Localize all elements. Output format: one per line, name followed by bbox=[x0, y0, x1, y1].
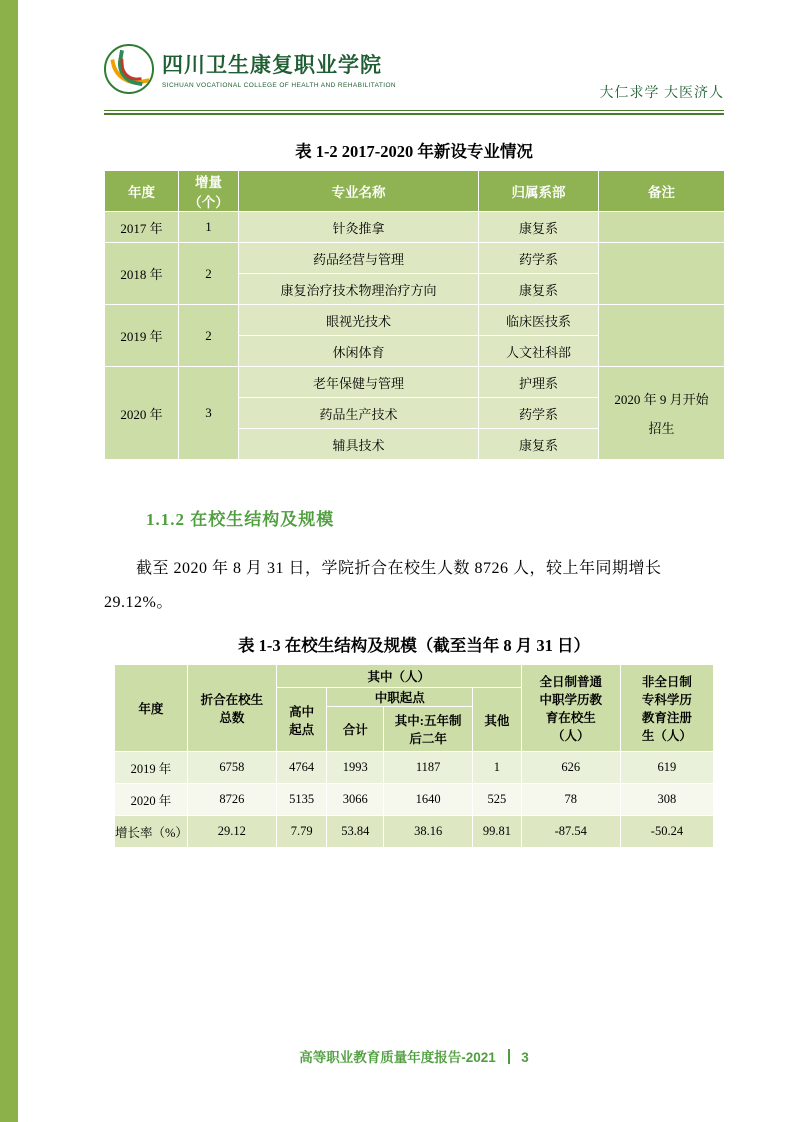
section-heading: 1.1.2 在校生结构及规模 bbox=[146, 510, 335, 529]
cell-major-2019-0: 眼视光技术 bbox=[239, 305, 479, 336]
cell-other-2020: 525 bbox=[473, 784, 522, 816]
table-row bbox=[115, 665, 714, 688]
cell-note-2017 bbox=[599, 212, 725, 243]
cell-note-2020-line1: 2020 年 9 月开始 bbox=[614, 392, 709, 407]
cell-delta-2019: 2 bbox=[179, 305, 239, 367]
cell-note-2018 bbox=[599, 243, 725, 305]
table-1-2-caption: 表 1-2 2017-2020 年新设专业情况 bbox=[295, 142, 533, 161]
cell-year-2019: 2019 年 bbox=[105, 305, 179, 367]
table-1-2 bbox=[104, 170, 725, 460]
col-header-other: 其他 bbox=[473, 688, 522, 752]
cell-note-2020-line2: 招生 bbox=[648, 421, 675, 436]
table-row bbox=[105, 305, 725, 336]
cell-senior-2020: 5135 bbox=[276, 784, 327, 816]
cell-dept-2018-0: 药学系 bbox=[479, 243, 599, 274]
cell-major-2020-2: 辅具技术 bbox=[239, 429, 479, 460]
cell-year-2020: 2020 年 bbox=[105, 367, 179, 460]
cell-dept-2019-1: 人文社科部 bbox=[479, 336, 599, 367]
cell-year-2017: 2017 年 bbox=[105, 212, 179, 243]
cell-delta-2020: 3 bbox=[179, 367, 239, 460]
cell-dept-2017-0: 康复系 bbox=[479, 212, 599, 243]
col-header-fulltime-line1: 全日制普通 bbox=[539, 675, 603, 689]
header-divider-thin bbox=[104, 110, 724, 111]
col-header-senior bbox=[276, 688, 327, 752]
col-header-dept: 归属系部 bbox=[479, 171, 599, 212]
col-header-vocational: 中职起点 bbox=[327, 688, 473, 707]
cell-fulltime-2020: 78 bbox=[521, 784, 620, 816]
cell-senior-2019: 4764 bbox=[276, 752, 327, 784]
col-header-delta-line2: （个） bbox=[188, 195, 229, 210]
cell-major-2018-0: 药品经营与管理 bbox=[239, 243, 479, 274]
cell-year-2019: 2019 年 bbox=[115, 752, 188, 784]
cell-five-year-2019: 1187 bbox=[384, 752, 473, 784]
col-header-five-year bbox=[384, 707, 473, 752]
table-row bbox=[105, 171, 725, 212]
footer-separator bbox=[508, 1049, 510, 1064]
cell-delta-2018: 2 bbox=[179, 243, 239, 305]
cell-parttime-2020: 308 bbox=[620, 784, 713, 816]
table-row bbox=[105, 212, 725, 243]
cell-dept-2020-1: 药学系 bbox=[479, 398, 599, 429]
cell-parttime-2019: 619 bbox=[620, 752, 713, 784]
col-header-subtotal: 合计 bbox=[327, 707, 384, 752]
cell-major-2019-1: 休闲体育 bbox=[239, 336, 479, 367]
col-header-parttime-line4: 生（人） bbox=[641, 729, 692, 743]
cell-subtotal-2019: 1993 bbox=[327, 752, 384, 784]
cell-dept-2018-1: 康复系 bbox=[479, 274, 599, 305]
col-header-senior-line2: 起点 bbox=[289, 722, 315, 737]
cell-major-2017-0: 针灸推拿 bbox=[239, 212, 479, 243]
col-header-five-year-line2: 后二年 bbox=[409, 732, 447, 746]
cell-note-2020 bbox=[599, 367, 725, 460]
college-name-cn: 四川卫生康复职业学院 bbox=[162, 53, 382, 77]
left-accent-bar bbox=[0, 0, 18, 1122]
col-header-five-year-line1: 其中:五年制 bbox=[394, 714, 462, 728]
cell-year-growth: 增长率（%） bbox=[115, 816, 188, 848]
footer-title: 高等职业教育质量年度报告-2021 bbox=[299, 1050, 496, 1065]
cell-total-2020: 8726 bbox=[187, 784, 276, 816]
cell-parttime-growth: -50.24 bbox=[620, 816, 713, 848]
header-motto: 大仁求学 大医济人 bbox=[599, 86, 724, 101]
cell-year-2018: 2018 年 bbox=[105, 243, 179, 305]
col-header-delta bbox=[179, 171, 239, 212]
cell-subtotal-2020: 3066 bbox=[327, 784, 384, 816]
cell-fulltime-2019: 626 bbox=[521, 752, 620, 784]
cell-year-2020: 2020 年 bbox=[115, 784, 188, 816]
col-header-fulltime-line3: 育在校生 bbox=[545, 711, 596, 725]
cell-major-2020-0: 老年保健与管理 bbox=[239, 367, 479, 398]
table-row bbox=[115, 752, 714, 784]
col-header-fulltime-line2: 中职学历教 bbox=[539, 693, 603, 707]
cell-dept-2019-0: 临床医技系 bbox=[479, 305, 599, 336]
page-number: 3 bbox=[521, 1050, 529, 1065]
col-header-total-line2: 总数 bbox=[219, 711, 245, 725]
table-row bbox=[105, 367, 725, 398]
cell-dept-2020-2: 康复系 bbox=[479, 429, 599, 460]
col-header-major: 专业名称 bbox=[239, 171, 479, 212]
cell-total-2019: 6758 bbox=[187, 752, 276, 784]
cell-other-growth: 99.81 bbox=[473, 816, 522, 848]
college-emblem-icon bbox=[104, 44, 154, 94]
col-header-note: 备注 bbox=[599, 171, 725, 212]
cell-major-2020-1: 药品生产技术 bbox=[239, 398, 479, 429]
col-header-parttime-line2: 专科学历 bbox=[641, 693, 692, 707]
col-header-fulltime bbox=[521, 665, 620, 752]
cell-dept-2020-0: 护理系 bbox=[479, 367, 599, 398]
table-row bbox=[115, 784, 714, 816]
col-header-total-line1: 折合在校生 bbox=[200, 693, 264, 707]
cell-fulltime-growth: -87.54 bbox=[521, 816, 620, 848]
table-row bbox=[115, 816, 714, 848]
table-1-3-caption: 表 1-3 在校生结构及规模（截至当年 8 月 31 日） bbox=[238, 636, 590, 655]
col-header-senior-line1: 高中 bbox=[289, 704, 315, 719]
page-footer bbox=[104, 1046, 724, 1066]
cell-five-year-2020: 1640 bbox=[384, 784, 473, 816]
header-divider-thick bbox=[104, 113, 724, 115]
col-header-year: 年度 bbox=[105, 171, 179, 212]
col-header-among: 其中（人） bbox=[276, 665, 521, 688]
col-header-fulltime-line4: （人） bbox=[552, 729, 590, 743]
col-header-year: 年度 bbox=[115, 665, 188, 752]
cell-other-2019: 1 bbox=[473, 752, 522, 784]
cell-delta-2017: 1 bbox=[179, 212, 239, 243]
cell-major-2018-1: 康复治疗技术物理治疗方向 bbox=[239, 274, 479, 305]
cell-five-year-growth: 38.16 bbox=[384, 816, 473, 848]
col-header-total bbox=[187, 665, 276, 752]
cell-total-growth: 29.12 bbox=[187, 816, 276, 848]
college-logo bbox=[104, 44, 396, 94]
page-content bbox=[18, 0, 793, 1122]
table-1-3 bbox=[114, 664, 714, 848]
table-row bbox=[105, 243, 725, 274]
page-header bbox=[104, 44, 724, 106]
col-header-parttime-line1: 非全日制 bbox=[641, 675, 692, 689]
col-header-delta-line1: 增量 bbox=[195, 175, 222, 190]
cell-note-2019 bbox=[599, 305, 725, 367]
college-name-en: SICHUAN VOCATIONAL COLLEGE OF HEALTH AND REHABILITATION bbox=[162, 82, 397, 89]
cell-subtotal-growth: 53.84 bbox=[327, 816, 384, 848]
col-header-parttime bbox=[620, 665, 713, 752]
body-paragraph: 截至 2020 年 8 月 31 日，学院折合在校生人数 8726 人，较上年同期增长 29.12%。 bbox=[104, 560, 662, 611]
cell-senior-growth: 7.79 bbox=[276, 816, 327, 848]
col-header-parttime-line3: 教育注册 bbox=[641, 711, 692, 725]
